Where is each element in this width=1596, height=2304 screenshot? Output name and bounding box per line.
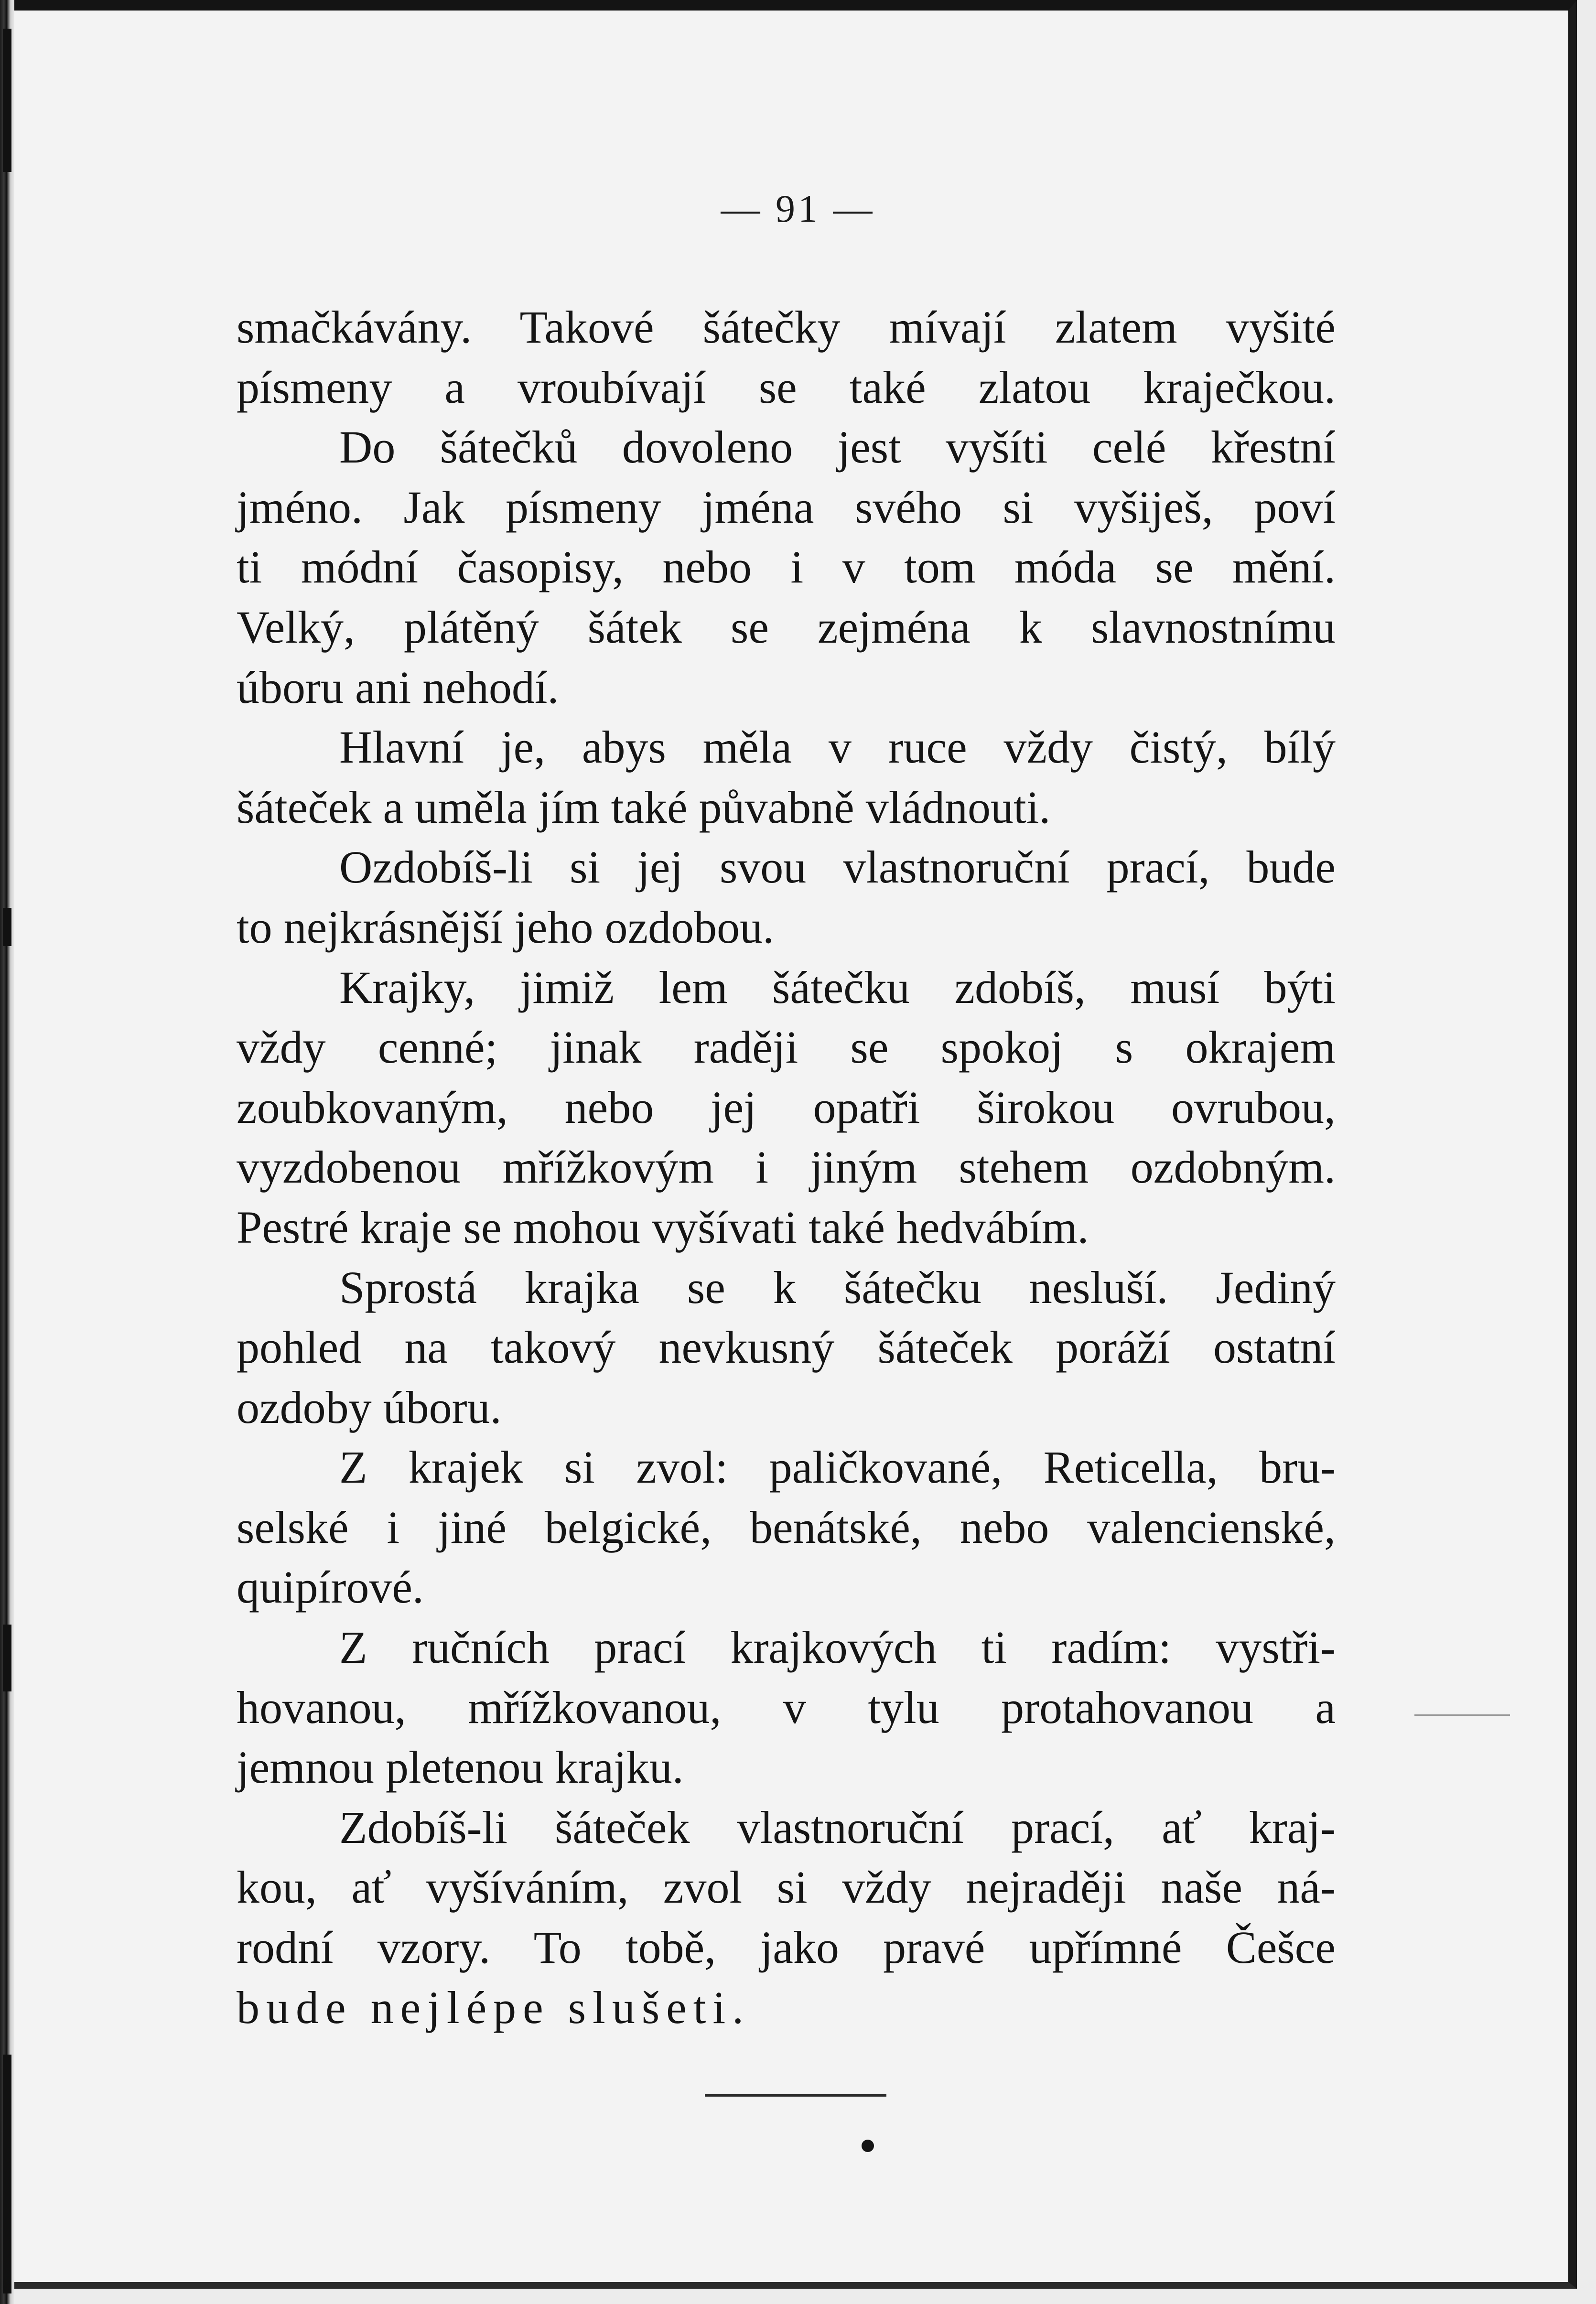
spine-shadow [3, 908, 11, 946]
text-line: Hlavní je, abys měla v ruce vždy čistý, bílý [339, 721, 1336, 773]
text-line: ozdoby úboru. [237, 1381, 502, 1433]
spine-shadow [3, 1625, 11, 1691]
text-line: Velký, plátěný šátek se zejména k slavnostnímu [237, 601, 1336, 653]
ornament-dot [862, 2140, 874, 2152]
text-line: šáteček a uměla jím také půvabně vládnouti. [237, 781, 1051, 833]
book-spine-edge [0, 0, 14, 2304]
text-line: Krajky, jimiž lem šátečku zdobíš, musí býti [339, 961, 1336, 1013]
margin-mark [1414, 1714, 1510, 1716]
text-line: vždy cenné; jinak raději se spokoj s okrajem [237, 1022, 1336, 1073]
text-line: selské i jiné belgické, benátské, nebo valencienské, [237, 1501, 1336, 1553]
text-line: Pestré kraje se mohou vyšívati také hedvábím. [237, 1201, 1089, 1253]
text-line: smačkávány. Takové šátečky mívají zlatem vyšité [237, 301, 1336, 353]
text-line: jemnou pletenou krajku. [237, 1742, 684, 1793]
text-line: zoubkovaným, nebo jej opatři širokou ovrubou, [237, 1081, 1336, 1133]
text-line: to nejkrásnější jeho ozdobou. [237, 901, 775, 953]
text-line: Z ručních prací krajkových ti radím: vystři- [339, 1622, 1336, 1673]
text-line: rodní vzory. To tobě, jako pravé upřímné Češce [237, 1922, 1336, 1973]
body-text [237, 297, 1336, 2037]
text-line: pohled na takový nevkusný šáteček poráží ostatní [237, 1322, 1336, 1373]
text-line: úboru ani nehodí. [237, 661, 559, 713]
text-line: Sprostá krajka se k šátečku nesluší. Jediný [339, 1261, 1336, 1313]
text-line: Do šátečků dovoleno jest vyšíti celé křestní [339, 421, 1336, 473]
text-line: jméno. Jak písmeny jména svého si vyšiješ, poví [237, 481, 1336, 533]
spine-shadow [3, 2055, 11, 2293]
text-line: Ozdobíš-li si jej svou vlastnoruční prací, bude [339, 841, 1336, 893]
text-line: písmeny a vroubívají se také zlatou kraječkou. [237, 361, 1336, 413]
text-line: vyzdobenou mřížkovým i jiným stehem ozdobným. [237, 1141, 1336, 1193]
text-line: bude nejlépe slušeti. [237, 1981, 751, 2033]
text-line: hovanou, mřížkovanou, v tylu protahovanou a [237, 1681, 1336, 1733]
text-line: Zdobíš-li šáteček vlastnoruční prací, ať kraj- [339, 1801, 1336, 1853]
page-number: — 91 — [721, 187, 875, 230]
text-line: kou, ať vyšíváním, zvol si vždy nejraději naše ná- [237, 1862, 1336, 1913]
spine-shadow [3, 29, 11, 172]
section-divider [705, 2094, 886, 2097]
text-line: Z krajek si zvol: paličkované, Reticella, bru- [339, 1442, 1336, 1493]
text-line: quipírové. [237, 1561, 424, 1613]
text-line: ti módní časopisy, nebo i v tom móda se mění. [237, 541, 1336, 593]
